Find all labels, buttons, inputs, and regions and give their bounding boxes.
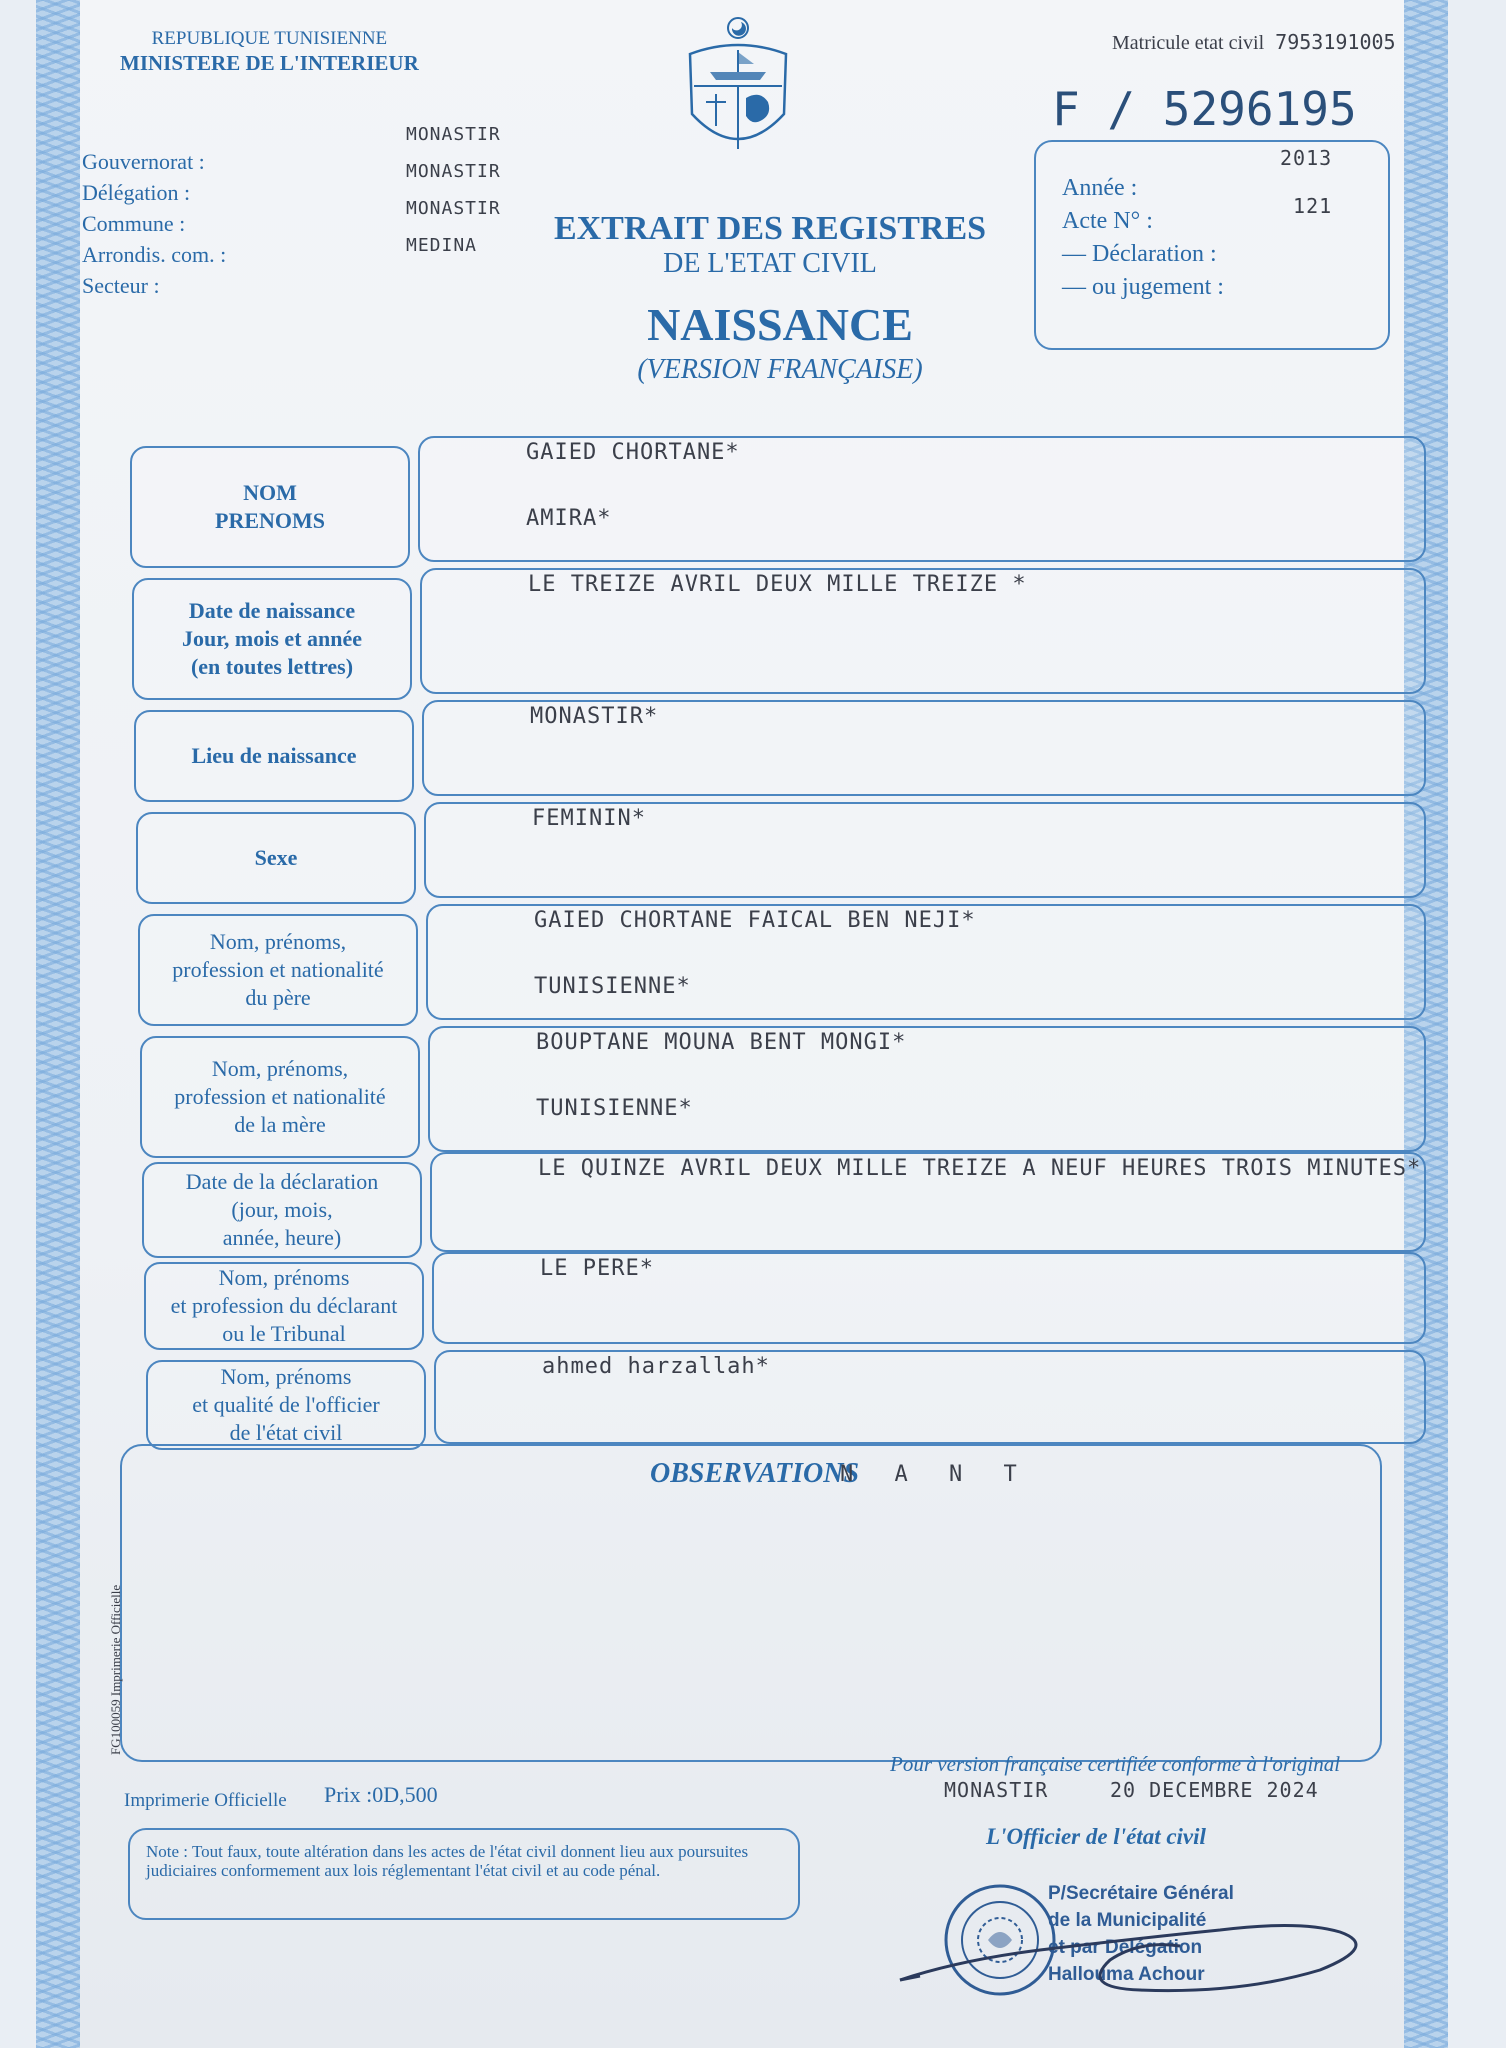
observations-typed-text: N A N T (840, 1462, 1031, 1487)
certification-place: MONASTIR (944, 1778, 1049, 1802)
stamp-line-2: de la Municipalité (1048, 1910, 1207, 1931)
document-title: EXTRAIT DES REGISTRES (553, 210, 987, 247)
row-label-date-naissance (132, 578, 412, 700)
printer-side-text: FG100059 Imprimerie Officielle (108, 1584, 123, 1755)
row-label-lieu-naissance (134, 710, 414, 802)
jugement-label: — ou jugement : (1062, 274, 1224, 300)
gouvernorat-value: MONASTIR (406, 124, 501, 145)
row-value-pere-0: GAIED CHORTANE FAICAL BEN NEJI* (534, 908, 976, 933)
row-label-date-declaration (142, 1162, 422, 1258)
imprimerie-label: Imprimerie Officielle (124, 1790, 287, 1811)
row-value-mere-0: BOUPTANE MOUNA BENT MONGI* (536, 1030, 907, 1055)
observations-box (120, 1444, 1382, 1762)
declaration-label: — Déclaration : (1062, 241, 1217, 267)
stamp-line-3: et par Délégation (1048, 1937, 1203, 1958)
annee-value: 2013 (1280, 146, 1333, 170)
observations-title: OBSERVATIONS (650, 1458, 860, 1489)
officer-title: L'Officier de l'état civil (986, 1824, 1206, 1849)
delegation-label: Délégation : (82, 180, 191, 205)
acte-labels (1062, 172, 1224, 304)
legal-note: Note : Tout faux, toute altération dans les actes de l'état civil donnent lieu aux poursuites judiciaires conformement aux lois réglementant l'état civil et au code pénal. (128, 1828, 800, 1920)
arrondissement-label: Arrondis. com. : (82, 242, 227, 267)
admin-labels (82, 146, 226, 301)
gouvernorat-label: Gouvernorat : (82, 149, 205, 174)
row-value-officier-0: ahmed harzallah* (542, 1354, 770, 1379)
row-label-text: Lieu de naissance (191, 743, 357, 768)
row-value-date-naissance-0: LE TREIZE AVRIL DEUX MILLE TREIZE * (528, 572, 1027, 597)
row-label-officier (146, 1360, 426, 1450)
row-label-text: Nom, prénoms et profession du déclarant ou le Tribunal (170, 1265, 398, 1346)
coat-of-arms-icon (680, 14, 796, 164)
certification-text: Pour version française certifiée conforme à l'original (890, 1752, 1341, 1776)
delegation-value: MONASTIR (406, 161, 501, 182)
stamp-line-4: Hallouma Achour (1048, 1964, 1205, 1985)
commune-value: MONASTIR (406, 198, 501, 219)
signature-icon (880, 1890, 1400, 2010)
row-label-declarant (144, 1262, 424, 1350)
ministry-label: MINISTERE DE L'INTERIEUR (120, 51, 419, 75)
acte-number-value: 121 (1293, 194, 1333, 218)
row-label-pere (138, 914, 418, 1026)
document-subtitle: DE L'ETAT CIVIL (663, 248, 877, 279)
commune-label: Commune : (82, 211, 186, 236)
row-label-mere (140, 1036, 420, 1158)
row-label-nom-prenoms (130, 446, 410, 568)
document-version: (VERSION FRANÇAISE) (637, 354, 923, 385)
guilloche-border-left (36, 0, 80, 2048)
row-value-sexe-0: FEMININ* (532, 806, 646, 831)
matricule-label: Matricule etat civil (1112, 32, 1265, 54)
guilloche-border-right (1404, 0, 1448, 2048)
row-value-declarant-0: LE PERE* (540, 1256, 654, 1281)
row-value-lieu-naissance-0: MONASTIR* (530, 704, 659, 729)
secteur-label: Secteur : (82, 273, 160, 298)
document-type: NAISSANCE (647, 299, 913, 350)
row-label-text: Nom, prénoms, profession et nationalité du père (172, 929, 384, 1010)
issuer-header (120, 26, 419, 76)
acte-number-label: Acte N° : (1062, 208, 1153, 234)
row-label-text: Date de la déclaration (jour, mois, année, heure) (185, 1169, 379, 1250)
matricule-value: 7953191005 (1275, 30, 1396, 54)
admin-values (406, 116, 501, 264)
certification-date: 20 DECEMBRE 2024 (1110, 1778, 1319, 1802)
row-label-text: Sexe (254, 845, 298, 870)
row-label-text: Date de naissance Jour, mois et année (en toutes lettres) (181, 598, 363, 679)
row-value-nom-prenoms-1: AMIRA* (526, 506, 612, 531)
row-label-text: Nom, prénoms et qualité de l'officier de l'état civil (192, 1364, 380, 1445)
matricule (1112, 30, 1396, 55)
row-label-text: NOM PRENOMS (215, 480, 325, 533)
price-label: Prix :0D,500 (324, 1782, 438, 1807)
row-value-pere-1: TUNISIENNE* (534, 974, 691, 999)
stamp-line-1: P/Secrétaire Général (1048, 1883, 1234, 1904)
row-value-mere-1: TUNISIENNE* (536, 1096, 693, 1121)
row-label-sexe (136, 812, 416, 904)
acte-values (1280, 134, 1332, 230)
row-label-text: Nom, prénoms, profession et nationalité de la mère (174, 1056, 386, 1137)
row-value-date-declaration-0: LE QUINZE AVRIL DEUX MILLE TREIZE A NEUF HEURES TROIS MINUTES* (538, 1156, 1422, 1181)
annee-label: Année : (1062, 175, 1138, 201)
republic-label: REPUBLIQUE TUNISIENNE (151, 28, 388, 49)
serial-number: F / 5296195 (1052, 82, 1357, 136)
arrondissement-value: MEDINA (406, 235, 478, 256)
row-value-nom-prenoms-0: GAIED CHORTANE* (526, 440, 740, 465)
